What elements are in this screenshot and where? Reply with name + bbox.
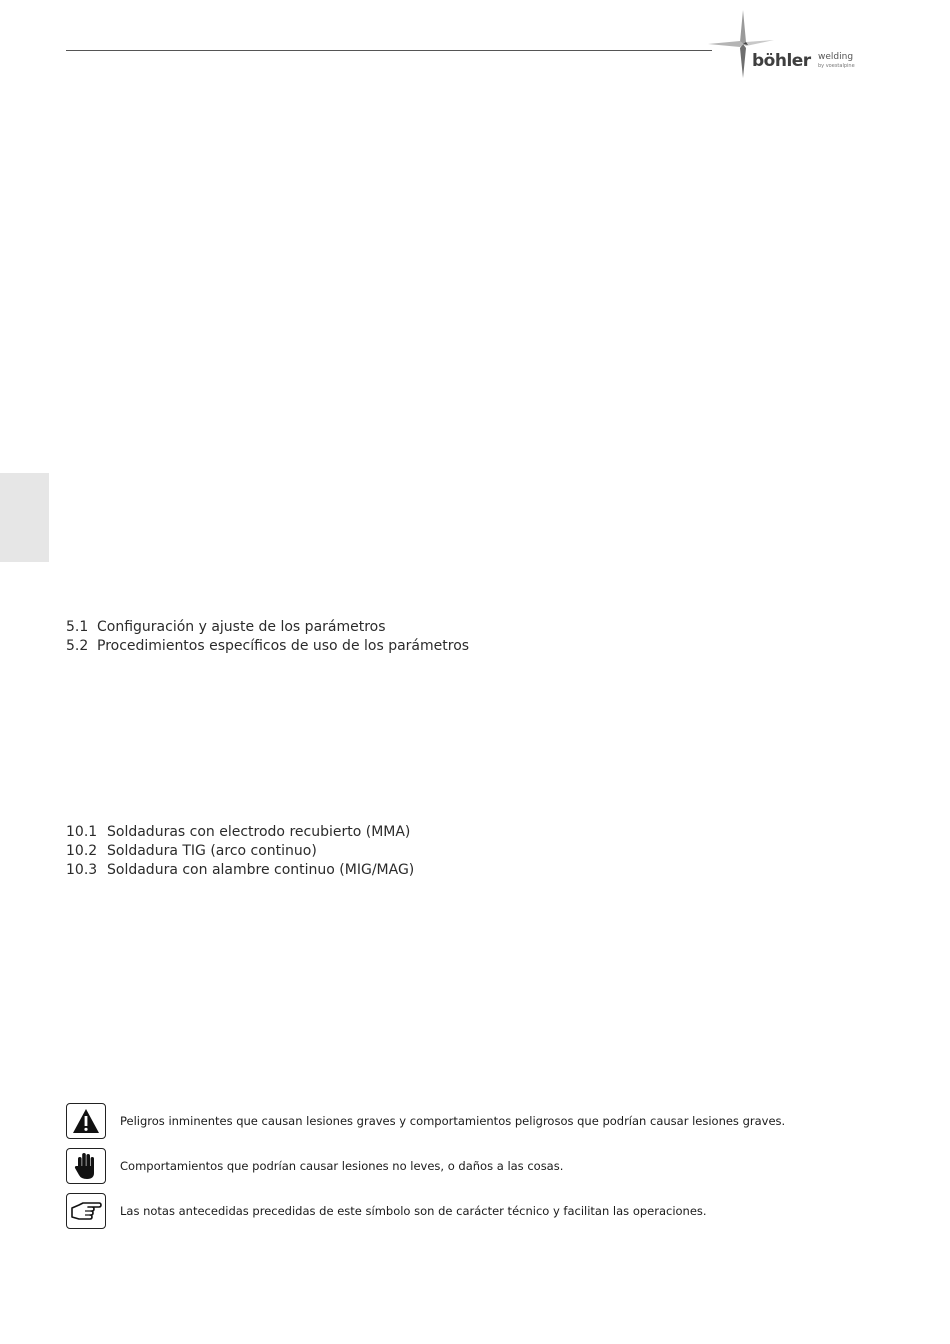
legend-text: Peligros inminentes que causan lesiones graves y comportamientos peligrosos que podrían causar lesiones graves. [120, 1114, 786, 1128]
legend-text: Las notas antecedidas precedidas de este símbolo son de carácter técnico y facilitan las operaciones. [120, 1204, 707, 1218]
toc-label: Soldadura con alambre continuo (MIG/MAG) [107, 862, 415, 878]
legend-row-danger [66, 1103, 886, 1143]
stop-hand-icon [66, 1148, 106, 1184]
toc-entry[interactable] [66, 620, 386, 634]
header-rule [66, 50, 712, 51]
warning-triangle-icon [66, 1103, 106, 1139]
legend-row-caution [66, 1148, 886, 1188]
logo-tagline: by voestalpine [818, 63, 855, 69]
toc-number: 10.3 [66, 862, 98, 878]
logo-subword: welding [818, 52, 854, 62]
legend-text: Comportamientos que podrían causar lesiones no leves, o daños a las cosas. [120, 1159, 564, 1173]
toc-entry[interactable] [66, 844, 317, 858]
toc-label: Procedimientos específicos de uso de los parámetros [97, 638, 470, 654]
toc-entry[interactable] [66, 825, 410, 839]
legend-row-note [66, 1193, 886, 1233]
side-tab [0, 473, 49, 562]
pointing-hand-icon [66, 1193, 106, 1229]
toc-entry[interactable] [66, 639, 469, 653]
brand-logo [706, 8, 876, 80]
toc-entry[interactable] [66, 863, 414, 877]
logo-word: böhler [752, 51, 811, 71]
toc-label: Soldaduras con electrodo recubierto (MMA) [107, 824, 411, 840]
toc-number: 10.2 [66, 843, 98, 859]
toc-label: Soldadura TIG (arco continuo) [107, 843, 317, 859]
toc-number: 5.1 [66, 619, 89, 635]
toc-label: Configuración y ajuste de los parámetros [97, 619, 386, 635]
toc-number: 10.1 [66, 824, 98, 840]
toc-number: 5.2 [66, 638, 89, 654]
